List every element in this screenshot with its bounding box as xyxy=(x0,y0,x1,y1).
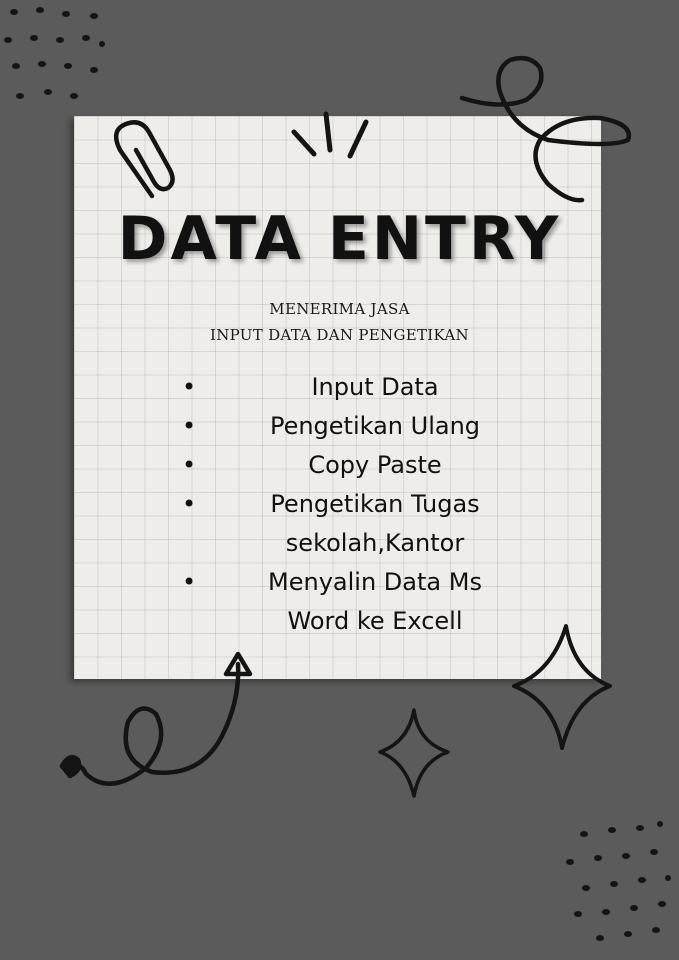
arrow-icon xyxy=(62,654,250,784)
list-item xyxy=(170,446,560,485)
subtitle-line-2: INPUT DATA DAN PENGETIKAN xyxy=(210,326,469,344)
sparkle-icon xyxy=(514,626,610,748)
service-label: Menyalin Data Ms xyxy=(268,568,482,596)
bullet-icon: • xyxy=(182,490,197,518)
list-item xyxy=(170,407,560,446)
service-label-continued: sekolah,Kantor xyxy=(285,529,465,557)
services-list xyxy=(170,368,560,641)
bullet-icon: • xyxy=(182,568,197,596)
bullet-icon: • xyxy=(182,451,197,479)
service-label: Pengetikan Ulang xyxy=(269,412,481,440)
list-item xyxy=(170,368,560,407)
dots-icon xyxy=(566,821,671,941)
paperclip-icon xyxy=(116,122,172,196)
dots-icon xyxy=(4,7,105,99)
list-item xyxy=(170,563,560,641)
page-title: DATA ENTRY xyxy=(117,204,562,274)
subtitle-line-1: MENERIMA JASA xyxy=(269,300,410,318)
service-label: Copy Paste xyxy=(308,451,442,479)
bullet-icon: • xyxy=(182,412,197,440)
service-label: Input Data xyxy=(311,373,439,401)
swirl-icon xyxy=(462,58,629,200)
service-label: Pengetikan Tugas xyxy=(270,490,480,518)
list-item xyxy=(170,485,560,563)
emphasis-lines-icon xyxy=(294,114,366,156)
sparkle-icon xyxy=(380,710,448,796)
bullet-icon: • xyxy=(182,373,197,401)
service-label-continued: Word ke Excell xyxy=(287,607,463,635)
